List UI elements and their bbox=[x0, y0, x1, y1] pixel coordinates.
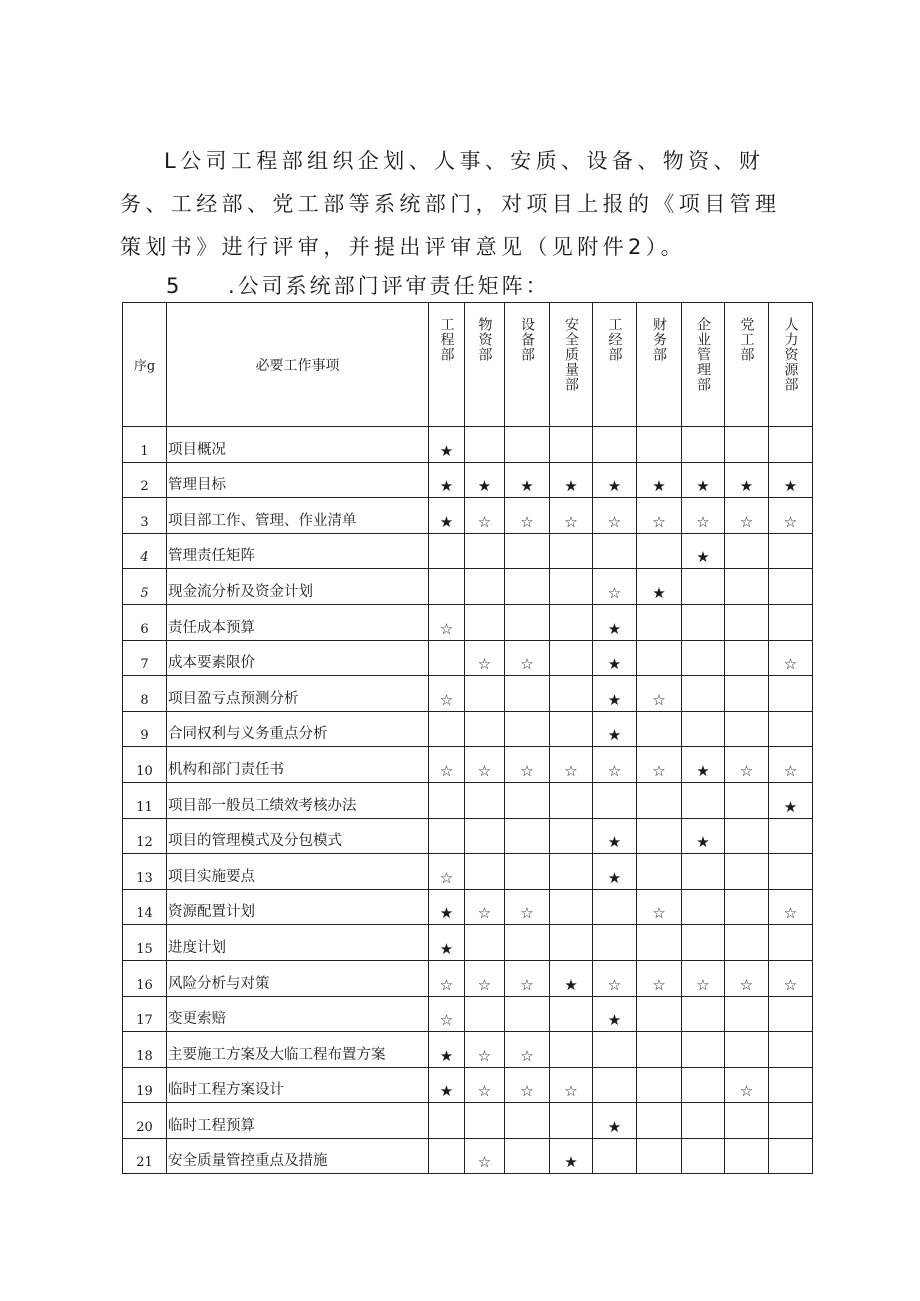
work-item: 责任成本预算 bbox=[167, 604, 429, 640]
table-row bbox=[123, 1103, 813, 1139]
secondary-responsibility-mark: ☆ bbox=[769, 640, 813, 676]
table-row bbox=[123, 925, 813, 961]
primary-responsibility-mark: ★ bbox=[429, 889, 465, 925]
empty-cell bbox=[505, 782, 550, 818]
table-row bbox=[123, 1138, 813, 1174]
empty-cell bbox=[550, 1103, 593, 1139]
intro-paragraph bbox=[120, 140, 800, 269]
empty-cell bbox=[505, 711, 550, 747]
row-number: 13 bbox=[123, 854, 167, 890]
empty-cell bbox=[465, 1103, 505, 1139]
empty-cell bbox=[637, 818, 682, 854]
empty-cell bbox=[429, 533, 465, 569]
dept-header-label: 设备部 bbox=[519, 317, 535, 362]
empty-cell bbox=[725, 996, 769, 1032]
dept-header-label: 人力资源部 bbox=[782, 317, 799, 392]
table-row bbox=[123, 996, 813, 1032]
table-row bbox=[123, 747, 813, 783]
empty-cell bbox=[505, 604, 550, 640]
row-number: 5 bbox=[123, 569, 167, 605]
secondary-responsibility-mark: ☆ bbox=[505, 640, 550, 676]
primary-responsibility-mark: ★ bbox=[682, 462, 725, 498]
empty-cell bbox=[725, 818, 769, 854]
secondary-responsibility-mark: ☆ bbox=[769, 960, 813, 996]
secondary-responsibility-mark: ☆ bbox=[429, 747, 465, 783]
header-row bbox=[123, 303, 813, 427]
empty-cell bbox=[682, 782, 725, 818]
primary-responsibility-mark: ★ bbox=[725, 462, 769, 498]
empty-cell bbox=[550, 427, 593, 463]
empty-cell bbox=[465, 533, 505, 569]
table-row bbox=[123, 889, 813, 925]
empty-cell bbox=[725, 533, 769, 569]
empty-cell bbox=[682, 854, 725, 890]
responsibility-matrix-table bbox=[122, 302, 813, 1174]
empty-cell bbox=[725, 889, 769, 925]
empty-cell bbox=[637, 925, 682, 961]
primary-responsibility-mark: ★ bbox=[429, 1067, 465, 1103]
table-row bbox=[123, 427, 813, 463]
secondary-responsibility-mark: ☆ bbox=[637, 960, 682, 996]
empty-cell bbox=[593, 782, 637, 818]
empty-cell bbox=[550, 818, 593, 854]
secondary-responsibility-mark: ☆ bbox=[429, 960, 465, 996]
row-number: 1 bbox=[123, 427, 167, 463]
secondary-responsibility-mark: ☆ bbox=[465, 1067, 505, 1103]
empty-cell bbox=[637, 1067, 682, 1103]
secondary-responsibility-mark: ☆ bbox=[429, 996, 465, 1032]
table-row bbox=[123, 960, 813, 996]
empty-cell bbox=[465, 676, 505, 712]
secondary-responsibility-mark: ☆ bbox=[769, 889, 813, 925]
secondary-responsibility-mark: ☆ bbox=[465, 498, 505, 534]
empty-cell bbox=[429, 569, 465, 605]
secondary-responsibility-mark: ☆ bbox=[429, 676, 465, 712]
empty-cell bbox=[637, 854, 682, 890]
empty-cell bbox=[725, 711, 769, 747]
secondary-responsibility-mark: ☆ bbox=[465, 889, 505, 925]
work-item: 项目部一般员工绩效考核办法 bbox=[167, 782, 429, 818]
empty-cell bbox=[465, 569, 505, 605]
row-number: 14 bbox=[123, 889, 167, 925]
secondary-responsibility-mark: ☆ bbox=[682, 498, 725, 534]
empty-cell bbox=[769, 569, 813, 605]
seq-header: 序g bbox=[123, 303, 167, 427]
secondary-responsibility-mark: ☆ bbox=[465, 1032, 505, 1068]
work-item: 管理目标 bbox=[167, 462, 429, 498]
empty-cell bbox=[682, 711, 725, 747]
primary-responsibility-mark: ★ bbox=[593, 996, 637, 1032]
empty-cell bbox=[725, 676, 769, 712]
empty-cell bbox=[505, 996, 550, 1032]
row-number: 10 bbox=[123, 747, 167, 783]
empty-cell bbox=[725, 782, 769, 818]
primary-responsibility-mark: ★ bbox=[465, 462, 505, 498]
empty-cell bbox=[725, 925, 769, 961]
empty-cell bbox=[550, 640, 593, 676]
empty-cell bbox=[429, 640, 465, 676]
empty-cell bbox=[682, 1138, 725, 1174]
secondary-responsibility-mark: ☆ bbox=[637, 889, 682, 925]
row-number: 17 bbox=[123, 996, 167, 1032]
secondary-responsibility-mark: ☆ bbox=[593, 747, 637, 783]
dept-header-label: 党工部 bbox=[738, 317, 755, 362]
empty-cell bbox=[637, 1032, 682, 1068]
empty-cell bbox=[637, 427, 682, 463]
empty-cell bbox=[593, 1067, 637, 1103]
secondary-responsibility-mark: ☆ bbox=[682, 960, 725, 996]
work-item: 成本要素限价 bbox=[167, 640, 429, 676]
empty-cell bbox=[593, 427, 637, 463]
primary-responsibility-mark: ★ bbox=[682, 533, 725, 569]
empty-cell bbox=[769, 1138, 813, 1174]
table-row bbox=[123, 1067, 813, 1103]
work-item: 安全质量管控重点及措施 bbox=[167, 1138, 429, 1174]
empty-cell bbox=[682, 604, 725, 640]
empty-cell bbox=[637, 640, 682, 676]
dept-header-8 bbox=[769, 303, 813, 427]
empty-cell bbox=[550, 533, 593, 569]
empty-cell bbox=[429, 1103, 465, 1139]
empty-cell bbox=[682, 427, 725, 463]
empty-cell bbox=[550, 889, 593, 925]
dept-header-label: 工程部 bbox=[438, 317, 455, 362]
primary-responsibility-mark: ★ bbox=[637, 569, 682, 605]
work-item: 临时工程预算 bbox=[167, 1103, 429, 1139]
section-heading bbox=[166, 268, 550, 304]
empty-cell bbox=[550, 604, 593, 640]
secondary-responsibility-mark: ☆ bbox=[505, 1032, 550, 1068]
intro-paragraph-text: L公司工程部组织企划、人事、安质、设备、物资、财务、工经部、党工部等系统部门，对项目上报的《项目管理策划书》进行评审，并提出评审意见（见附件2）。 bbox=[120, 149, 781, 259]
empty-cell bbox=[505, 569, 550, 605]
table-row bbox=[123, 462, 813, 498]
empty-cell bbox=[637, 711, 682, 747]
empty-cell bbox=[637, 1103, 682, 1139]
primary-responsibility-mark: ★ bbox=[593, 711, 637, 747]
empty-cell bbox=[725, 427, 769, 463]
work-item: 变更索赔 bbox=[167, 996, 429, 1032]
work-item: 项目盈亏点预测分析 bbox=[167, 676, 429, 712]
empty-cell bbox=[465, 996, 505, 1032]
secondary-responsibility-mark: ☆ bbox=[637, 747, 682, 783]
work-item: 项目部工作、管理、作业清单 bbox=[167, 498, 429, 534]
dept-header-7 bbox=[725, 303, 769, 427]
dept-header-label: 安全质量部 bbox=[563, 317, 579, 392]
empty-cell bbox=[465, 427, 505, 463]
secondary-responsibility-mark: ☆ bbox=[505, 498, 550, 534]
row-number: 18 bbox=[123, 1032, 167, 1068]
dept-header-0 bbox=[429, 303, 465, 427]
primary-responsibility-mark: ★ bbox=[593, 854, 637, 890]
work-item: 进度计划 bbox=[167, 925, 429, 961]
dept-header-label: 财务部 bbox=[651, 317, 667, 362]
work-item: 项目概况 bbox=[167, 427, 429, 463]
table-row bbox=[123, 533, 813, 569]
secondary-responsibility-mark: ☆ bbox=[593, 569, 637, 605]
empty-cell bbox=[725, 569, 769, 605]
dept-header-label: 工经部 bbox=[606, 317, 623, 362]
secondary-responsibility-mark: ☆ bbox=[725, 747, 769, 783]
primary-responsibility-mark: ★ bbox=[593, 1103, 637, 1139]
empty-cell bbox=[769, 1032, 813, 1068]
empty-cell bbox=[769, 533, 813, 569]
primary-responsibility-mark: ★ bbox=[429, 462, 465, 498]
primary-responsibility-mark: ★ bbox=[593, 676, 637, 712]
row-number: 8 bbox=[123, 676, 167, 712]
secondary-responsibility-mark: ☆ bbox=[429, 854, 465, 890]
secondary-responsibility-mark: ☆ bbox=[505, 1067, 550, 1103]
row-number: 19 bbox=[123, 1067, 167, 1103]
empty-cell bbox=[505, 1138, 550, 1174]
table-row bbox=[123, 640, 813, 676]
empty-cell bbox=[769, 854, 813, 890]
primary-responsibility-mark: ★ bbox=[593, 462, 637, 498]
primary-responsibility-mark: ★ bbox=[429, 1032, 465, 1068]
empty-cell bbox=[593, 1032, 637, 1068]
secondary-responsibility-mark: ☆ bbox=[593, 498, 637, 534]
empty-cell bbox=[769, 1067, 813, 1103]
section-number: 5 bbox=[166, 274, 183, 298]
empty-cell bbox=[593, 889, 637, 925]
secondary-responsibility-mark: ☆ bbox=[505, 960, 550, 996]
empty-cell bbox=[682, 1103, 725, 1139]
work-item: 项目实施要点 bbox=[167, 854, 429, 890]
secondary-responsibility-mark: ☆ bbox=[429, 604, 465, 640]
empty-cell bbox=[682, 1032, 725, 1068]
primary-responsibility-mark: ★ bbox=[593, 604, 637, 640]
row-number: 9 bbox=[123, 711, 167, 747]
row-number: 16 bbox=[123, 960, 167, 996]
row-number: 4 bbox=[123, 533, 167, 569]
empty-cell bbox=[550, 1032, 593, 1068]
primary-responsibility-mark: ★ bbox=[682, 747, 725, 783]
empty-cell bbox=[725, 1032, 769, 1068]
work-item: 现金流分析及资金计划 bbox=[167, 569, 429, 605]
row-number: 3 bbox=[123, 498, 167, 534]
empty-cell bbox=[769, 818, 813, 854]
empty-cell bbox=[505, 854, 550, 890]
work-item: 机构和部门责任书 bbox=[167, 747, 429, 783]
empty-cell bbox=[505, 818, 550, 854]
table-row bbox=[123, 818, 813, 854]
empty-cell bbox=[725, 604, 769, 640]
primary-responsibility-mark: ★ bbox=[429, 427, 465, 463]
dept-header-6 bbox=[682, 303, 725, 427]
empty-cell bbox=[465, 818, 505, 854]
empty-cell bbox=[637, 533, 682, 569]
empty-cell bbox=[429, 711, 465, 747]
row-number: 15 bbox=[123, 925, 167, 961]
table-row bbox=[123, 569, 813, 605]
table-row bbox=[123, 782, 813, 818]
row-number: 12 bbox=[123, 818, 167, 854]
empty-cell bbox=[505, 533, 550, 569]
secondary-responsibility-mark: ☆ bbox=[769, 747, 813, 783]
empty-cell bbox=[465, 925, 505, 961]
work-item: 主要施工方案及大临工程布置方案 bbox=[167, 1032, 429, 1068]
primary-responsibility-mark: ★ bbox=[593, 818, 637, 854]
dept-header-label: 物资部 bbox=[476, 317, 493, 362]
table-row bbox=[123, 676, 813, 712]
empty-cell bbox=[550, 711, 593, 747]
empty-cell bbox=[550, 854, 593, 890]
secondary-responsibility-mark: ☆ bbox=[550, 1067, 593, 1103]
empty-cell bbox=[593, 1138, 637, 1174]
empty-cell bbox=[593, 533, 637, 569]
item-header: 必要工作事项 bbox=[167, 303, 429, 427]
empty-cell bbox=[725, 1103, 769, 1139]
row-number: 2 bbox=[123, 462, 167, 498]
empty-cell bbox=[505, 676, 550, 712]
empty-cell bbox=[593, 925, 637, 961]
empty-cell bbox=[550, 782, 593, 818]
work-item: 合同权利与义务重点分析 bbox=[167, 711, 429, 747]
primary-responsibility-mark: ★ bbox=[550, 1138, 593, 1174]
secondary-responsibility-mark: ☆ bbox=[725, 960, 769, 996]
dept-header-4 bbox=[593, 303, 637, 427]
table-row bbox=[123, 854, 813, 890]
primary-responsibility-mark: ★ bbox=[593, 640, 637, 676]
secondary-responsibility-mark: ☆ bbox=[769, 498, 813, 534]
empty-cell bbox=[429, 818, 465, 854]
empty-cell bbox=[550, 569, 593, 605]
empty-cell bbox=[505, 925, 550, 961]
empty-cell bbox=[465, 711, 505, 747]
empty-cell bbox=[550, 996, 593, 1032]
row-number: 7 bbox=[123, 640, 167, 676]
empty-cell bbox=[550, 676, 593, 712]
secondary-responsibility-mark: ☆ bbox=[725, 498, 769, 534]
empty-cell bbox=[769, 996, 813, 1032]
section-title: .公司系统部门评审责任矩阵： bbox=[228, 274, 550, 298]
work-item: 项目的管理模式及分包模式 bbox=[167, 818, 429, 854]
empty-cell bbox=[769, 427, 813, 463]
row-number: 20 bbox=[123, 1103, 167, 1139]
primary-responsibility-mark: ★ bbox=[769, 462, 813, 498]
primary-responsibility-mark: ★ bbox=[637, 462, 682, 498]
empty-cell bbox=[769, 925, 813, 961]
empty-cell bbox=[682, 640, 725, 676]
empty-cell bbox=[769, 1103, 813, 1139]
dept-header-5 bbox=[637, 303, 682, 427]
primary-responsibility-mark: ★ bbox=[550, 462, 593, 498]
empty-cell bbox=[550, 925, 593, 961]
primary-responsibility-mark: ★ bbox=[682, 818, 725, 854]
empty-cell bbox=[429, 782, 465, 818]
table-row bbox=[123, 498, 813, 534]
empty-cell bbox=[682, 889, 725, 925]
primary-responsibility-mark: ★ bbox=[429, 925, 465, 961]
dept-header-1 bbox=[465, 303, 505, 427]
empty-cell bbox=[725, 1138, 769, 1174]
dept-header-2 bbox=[505, 303, 550, 427]
empty-cell bbox=[637, 782, 682, 818]
secondary-responsibility-mark: ☆ bbox=[637, 498, 682, 534]
empty-cell bbox=[637, 996, 682, 1032]
empty-cell bbox=[725, 854, 769, 890]
primary-responsibility-mark: ★ bbox=[769, 782, 813, 818]
empty-cell bbox=[637, 1138, 682, 1174]
empty-cell bbox=[429, 1138, 465, 1174]
empty-cell bbox=[682, 569, 725, 605]
work-item: 临时工程方案设计 bbox=[167, 1067, 429, 1103]
empty-cell bbox=[725, 640, 769, 676]
empty-cell bbox=[637, 604, 682, 640]
row-number: 6 bbox=[123, 604, 167, 640]
work-item: 风险分析与对策 bbox=[167, 960, 429, 996]
secondary-responsibility-mark: ☆ bbox=[550, 747, 593, 783]
table-row bbox=[123, 711, 813, 747]
empty-cell bbox=[465, 604, 505, 640]
dept-header-label: 企业管理部 bbox=[695, 317, 711, 392]
secondary-responsibility-mark: ☆ bbox=[465, 640, 505, 676]
empty-cell bbox=[465, 854, 505, 890]
work-item: 资源配置计划 bbox=[167, 889, 429, 925]
empty-cell bbox=[505, 1103, 550, 1139]
secondary-responsibility-mark: ☆ bbox=[465, 747, 505, 783]
work-item: 管理责任矩阵 bbox=[167, 533, 429, 569]
table-row bbox=[123, 1032, 813, 1068]
secondary-responsibility-mark: ☆ bbox=[505, 747, 550, 783]
row-number: 21 bbox=[123, 1138, 167, 1174]
primary-responsibility-mark: ★ bbox=[429, 498, 465, 534]
row-number: 11 bbox=[123, 782, 167, 818]
primary-responsibility-mark: ★ bbox=[505, 462, 550, 498]
empty-cell bbox=[769, 676, 813, 712]
secondary-responsibility-mark: ☆ bbox=[465, 1138, 505, 1174]
matrix-body bbox=[123, 427, 813, 1174]
secondary-responsibility-mark: ☆ bbox=[637, 676, 682, 712]
secondary-responsibility-mark: ☆ bbox=[505, 889, 550, 925]
empty-cell bbox=[682, 1067, 725, 1103]
secondary-responsibility-mark: ☆ bbox=[465, 960, 505, 996]
secondary-responsibility-mark: ☆ bbox=[593, 960, 637, 996]
empty-cell bbox=[769, 604, 813, 640]
secondary-responsibility-mark: ☆ bbox=[725, 1067, 769, 1103]
secondary-responsibility-mark: ☆ bbox=[550, 498, 593, 534]
table-row bbox=[123, 604, 813, 640]
empty-cell bbox=[505, 427, 550, 463]
dept-header-3 bbox=[550, 303, 593, 427]
empty-cell bbox=[769, 711, 813, 747]
empty-cell bbox=[682, 996, 725, 1032]
empty-cell bbox=[465, 782, 505, 818]
empty-cell bbox=[682, 925, 725, 961]
primary-responsibility-mark: ★ bbox=[550, 960, 593, 996]
empty-cell bbox=[682, 676, 725, 712]
